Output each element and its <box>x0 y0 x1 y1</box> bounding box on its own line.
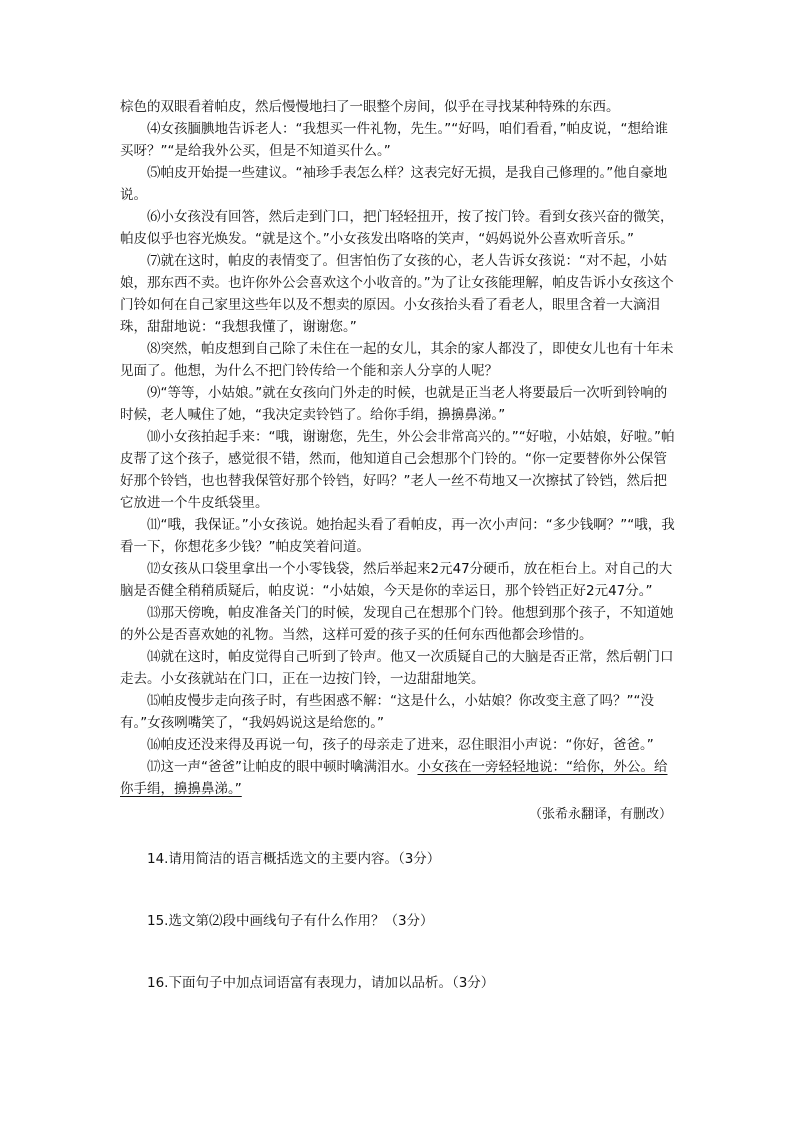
paragraph-16: ⒃帕皮还没来得及再说一句，孩子的母亲走了进来，忍住眼泪小声说：“你好，爸爸。” <box>147 737 654 753</box>
paragraph-13: ⒀那天傍晚，帕皮准备关门的时候，发现自己在想那个门铃。他想到那个孩子，不知道她的外公是否喜欢她的礼物。当然，这样可爱的孩子买的任何东西他都会珍惜的。 <box>120 605 674 643</box>
question-14: 14.请用简洁的语言概括选文的主要内容。（3分） <box>147 851 441 867</box>
paragraph-11: ⑾“哦，我保证。”小女孩说。她抬起头看了看帕皮，再一次小声问：“多少钱啊？”“哦，我看一下，你想花多少钱？”帕皮笑着问道。 <box>120 517 675 555</box>
paragraph-14: ⒁就在这时，帕皮觉得自己听到了铃声。他又一次质疑自己的大脑是否正常，然后朝门口走去。小女孩就站在门口，正在一边按门铃，一边甜甜地笑。 <box>120 649 674 687</box>
paragraph-15: ⒂帕皮慢步走向孩子时，有些困惑不解：“这是什么，小姑娘？你改变主意了吗？”“没有。”女孩咧嘴笑了，“我妈妈说这是给您的。” <box>120 693 654 731</box>
paragraph-4: ⑷女孩腼腆地告诉老人：“我想买一件礼物，先生。”“好吗，咱们看看，”帕皮说，“想给谁买呀？”“是给我外公买，但是不知道买什么。” <box>120 121 668 159</box>
document-page <box>120 96 676 994</box>
paragraph-17-text: ⒄这一声“爸爸”让帕皮的眼中顿时噙满泪水。 <box>147 759 418 775</box>
question-16: 16.下面句子中加点词语富有表现力，请加以品析。（3分） <box>147 975 495 991</box>
paragraph-10: ⑽小女孩拍起手来：“哦，谢谢您，先生，外公会非常高兴的。”“好啦，小姑娘，好啦。”帕皮帮了这个孩子，感觉很不错，然而，他知道自己会想那个门铃的。“你一定要替你外公保管好那个铃铛，也也替我保管好那个铃铛，好吗？”老人一丝不苟地又一次擦拭了铃铛，然后把它放进一个牛皮纸袋里。 <box>120 429 675 511</box>
question-15: 15.选文第⑵段中画线句子有什么作用？（3分） <box>147 913 434 929</box>
paragraph-6: ⑹小女孩没有回答，然后走到门口，把门轻轻扭开，按了按门铃。看到女孩兴奋的微笑，帕皮似乎也容光焕发。“就是这个。”小女孩发出咯咯的笑声，“妈妈说外公喜欢听音乐。” <box>120 209 674 247</box>
paragraph-continued: 棕色的双眼看着帕皮，然后慢慢地扫了一眼整个房间，似乎在寻找某种特殊的东西。 <box>120 99 620 115</box>
paragraph-12: ⑿女孩从口袋里拿出一个小零钱袋，然后举起来2元47分硬币，放在柜台上。对自己的大脑是否健全稍稍质疑后，帕皮说：“小姑娘，今天是你的幸运日，那个铃铛正好2元47分。” <box>120 561 673 599</box>
paragraph-17 <box>120 756 676 800</box>
paragraph-5: ⑸帕皮开始提一些建议。“袖珍手表怎么样？这表完好无损，是我自己修理的。”他自豪地说。 <box>120 165 668 203</box>
source-attribution: （张希永翻译，有删改） <box>528 807 672 822</box>
paragraph-9: ⑼“等等，小姑娘。”就在女孩向门外走的时候，也就是正当老人将要最后一次听到铃响的时候，老人喊住了她，“我决定卖铃铛了。给你手绢，擤擤鼻涕。” <box>120 385 668 423</box>
underlined-sentence: 小女孩在一旁轻轻地说：“给你，外公。给你手绢，擤擤鼻涕。” <box>120 759 668 797</box>
paragraph-7: ⑺就在这时，帕皮的表情变了。但害怕伤了女孩的心，老人告诉女孩说：“对不起，小姑娘，那东西不卖。也许你外公会喜欢这个小收音的。”为了让女孩能理解，帕皮告诉小女孩这个门铃如何在自己家里这些年以及不想卖的原因。小女孩抬头看了看老人，眼里含着一大滴泪珠，甜甜地说：“我想我懂了，谢谢您。” <box>120 253 674 335</box>
paragraph-8: ⑻突然，帕皮想到自己除了未住在一起的女儿，其余的家人都没了，即使女儿也有十年未见面了。他想，为什么不把门铃传给一个能和亲人分享的人呢？ <box>120 341 674 379</box>
